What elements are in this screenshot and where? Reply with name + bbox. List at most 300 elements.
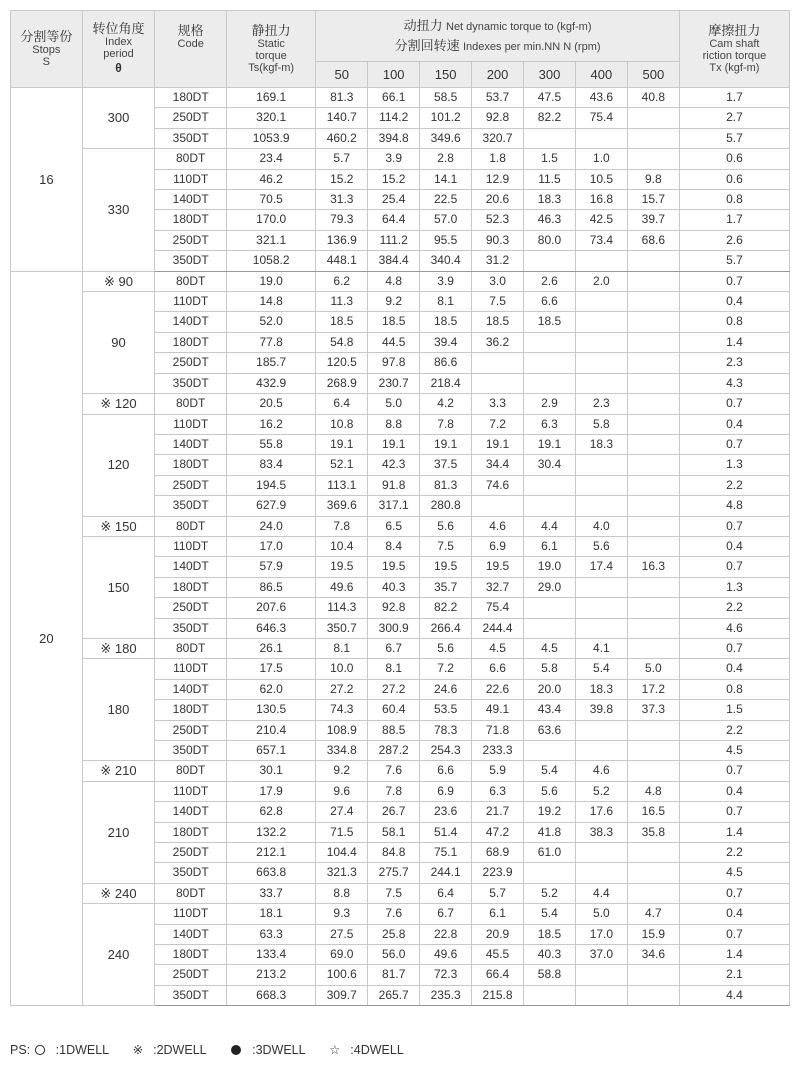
code-cell: 80DT [155, 516, 227, 536]
code-cell: 350DT [155, 618, 227, 638]
friction-torque-cell: 4.8 [679, 496, 789, 516]
dynamic-torque-cell: 53.7 [472, 88, 524, 108]
dynamic-torque-cell: 18.3 [575, 679, 627, 699]
dynamic-torque-cell: 11.3 [316, 292, 368, 312]
header-static-zh: 静扭力 [251, 23, 291, 38]
dynamic-torque-cell: 244.1 [420, 863, 472, 883]
dynamic-torque-cell: 19.1 [368, 434, 420, 454]
speed-header-cell: 200 [472, 62, 524, 88]
friction-torque-cell: 0.4 [679, 781, 789, 801]
speed-header-cell: 150 [420, 62, 472, 88]
dynamic-torque-cell: 19.5 [472, 557, 524, 577]
dynamic-torque-cell: 61.0 [524, 843, 576, 863]
dynamic-torque-cell [627, 292, 679, 312]
circle-open-icon [34, 1044, 46, 1059]
dynamic-torque-cell: 4.7 [627, 904, 679, 924]
dynamic-torque-cell: 4.4 [524, 516, 576, 536]
friction-torque-cell: 0.4 [679, 904, 789, 924]
static-torque-cell: 213.2 [227, 965, 316, 985]
static-torque-cell: 33.7 [227, 883, 316, 903]
header-friction-zh: 摩擦扭力 [708, 23, 761, 38]
dynamic-torque-cell: 233.3 [472, 741, 524, 761]
dynamic-torque-cell [627, 271, 679, 291]
dynamic-torque-cell [575, 965, 627, 985]
dynamic-torque-cell: 43.6 [575, 88, 627, 108]
static-torque-cell: 194.5 [227, 475, 316, 495]
speed-header-cell: 300 [524, 62, 576, 88]
static-torque-cell: 1058.2 [227, 251, 316, 271]
index-angle-cell: ※ 240 [82, 883, 155, 903]
dynamic-torque-cell: 6.2 [316, 271, 368, 291]
dynamic-torque-cell [575, 496, 627, 516]
dynamic-torque-cell: 45.5 [472, 945, 524, 965]
dynamic-torque-cell: 4.8 [627, 781, 679, 801]
friction-torque-cell: 4.4 [679, 985, 789, 1005]
dynamic-torque-cell: 34.6 [627, 945, 679, 965]
footnote-item-4dwell [329, 1043, 414, 1057]
dynamic-torque-cell: 5.7 [316, 149, 368, 169]
dynamic-torque-cell: 6.3 [472, 781, 524, 801]
dynamic-torque-cell: 268.9 [316, 373, 368, 393]
dynamic-torque-cell: 44.5 [368, 332, 420, 352]
code-cell: 180DT [155, 210, 227, 230]
code-cell: 110DT [155, 904, 227, 924]
code-cell: 350DT [155, 373, 227, 393]
dynamic-torque-cell: 27.5 [316, 924, 368, 944]
dynamic-torque-cell: 235.3 [420, 985, 472, 1005]
dynamic-torque-cell: 7.2 [420, 659, 472, 679]
friction-torque-cell: 0.4 [679, 659, 789, 679]
static-torque-cell: 210.4 [227, 720, 316, 740]
dynamic-torque-cell: 5.4 [575, 659, 627, 679]
static-torque-cell: 63.3 [227, 924, 316, 944]
table-row [11, 659, 790, 679]
dynamic-torque-cell: 4.4 [575, 883, 627, 903]
header-speed-zh: 分割回转速 [394, 38, 460, 53]
dynamic-torque-cell: 82.2 [420, 598, 472, 618]
dynamic-torque-cell: 42.5 [575, 210, 627, 230]
dynamic-torque-cell: 317.1 [368, 496, 420, 516]
dynamic-torque-cell [627, 741, 679, 761]
dynamic-torque-cell: 95.5 [420, 230, 472, 250]
dynamic-torque-cell: 140.7 [316, 108, 368, 128]
static-torque-cell: 212.1 [227, 843, 316, 863]
code-cell: 80DT [155, 883, 227, 903]
dynamic-torque-cell: 18.5 [472, 312, 524, 332]
dynamic-torque-cell: 35.7 [420, 577, 472, 597]
dynamic-torque-cell: 25.8 [368, 924, 420, 944]
dynamic-torque-cell: 111.2 [368, 230, 420, 250]
dynamic-torque-cell [524, 373, 576, 393]
friction-torque-cell: 0.4 [679, 292, 789, 312]
static-torque-cell: 17.0 [227, 536, 316, 556]
dynamic-torque-cell: 8.8 [316, 883, 368, 903]
dynamic-torque-cell: 39.4 [420, 332, 472, 352]
dynamic-torque-cell: 34.4 [472, 455, 524, 475]
friction-torque-cell: 2.3 [679, 353, 789, 373]
dynamic-torque-cell: 136.9 [316, 230, 368, 250]
table-row [11, 88, 790, 108]
dynamic-torque-cell: 19.5 [420, 557, 472, 577]
footnote-text-1dwell: :1DWELL [55, 1043, 110, 1057]
header-static-en1: Static [257, 38, 285, 50]
dynamic-torque-cell: 37.5 [420, 455, 472, 475]
dynamic-torque-cell [627, 353, 679, 373]
index-angle-cell: 180 [82, 659, 155, 761]
dynamic-torque-cell: 71.5 [316, 822, 368, 842]
dynamic-torque-cell [575, 618, 627, 638]
dynamic-torque-cell: 16.3 [627, 557, 679, 577]
dynamic-torque-cell [627, 332, 679, 352]
static-torque-cell: 170.0 [227, 210, 316, 230]
dynamic-torque-cell: 15.2 [368, 169, 420, 189]
dynamic-torque-cell: 27.4 [316, 802, 368, 822]
table-row [11, 516, 790, 536]
dynamic-torque-cell: 16.8 [575, 190, 627, 210]
dynamic-torque-cell: 120.5 [316, 353, 368, 373]
dynamic-torque-cell: 81.3 [420, 475, 472, 495]
dynamic-torque-cell [627, 128, 679, 148]
static-torque-cell: 30.1 [227, 761, 316, 781]
dynamic-torque-cell: 75.4 [575, 108, 627, 128]
dynamic-torque-cell: 37.3 [627, 700, 679, 720]
speed-header-cell: 500 [627, 62, 679, 88]
friction-torque-cell: 2.7 [679, 108, 789, 128]
dynamic-torque-cell [472, 353, 524, 373]
index-angle-cell: ※ 180 [82, 638, 155, 658]
friction-torque-cell: 0.7 [679, 638, 789, 658]
code-cell: 180DT [155, 455, 227, 475]
friction-torque-cell: 4.3 [679, 373, 789, 393]
dynamic-torque-cell: 2.3 [575, 394, 627, 414]
index-angle-cell: 210 [82, 781, 155, 883]
friction-torque-cell: 1.4 [679, 945, 789, 965]
dynamic-torque-cell: 12.9 [472, 169, 524, 189]
static-torque-cell: 668.3 [227, 985, 316, 1005]
static-torque-cell: 26.1 [227, 638, 316, 658]
dynamic-torque-cell: 84.8 [368, 843, 420, 863]
dynamic-torque-cell: 3.3 [472, 394, 524, 414]
stops-cell: 20 [11, 271, 83, 1006]
code-cell: 250DT [155, 353, 227, 373]
static-torque-cell: 23.4 [227, 149, 316, 169]
footnote [10, 1042, 424, 1059]
table-header [11, 11, 790, 88]
dynamic-torque-cell: 7.6 [368, 904, 420, 924]
dynamic-torque-cell: 63.6 [524, 720, 576, 740]
dynamic-torque-cell: 5.2 [524, 883, 576, 903]
header-index [82, 11, 155, 88]
dynamic-torque-cell: 35.8 [627, 822, 679, 842]
dynamic-torque-cell [627, 863, 679, 883]
dynamic-torque-cell: 460.2 [316, 128, 368, 148]
dynamic-torque-cell: 19.1 [524, 434, 576, 454]
static-torque-cell: 17.5 [227, 659, 316, 679]
dynamic-torque-cell: 5.6 [420, 516, 472, 536]
static-torque-cell: 320.1 [227, 108, 316, 128]
code-cell: 140DT [155, 924, 227, 944]
static-torque-cell: 62.8 [227, 802, 316, 822]
code-cell: 350DT [155, 741, 227, 761]
friction-torque-cell: 0.7 [679, 516, 789, 536]
dynamic-torque-cell: 275.7 [368, 863, 420, 883]
dynamic-torque-cell: 266.4 [420, 618, 472, 638]
table-row [11, 149, 790, 169]
dynamic-torque-cell: 19.1 [472, 434, 524, 454]
dynamic-torque-cell [627, 761, 679, 781]
dynamic-torque-cell: 5.8 [575, 414, 627, 434]
code-cell: 180DT [155, 577, 227, 597]
dynamic-torque-cell: 18.5 [316, 312, 368, 332]
dynamic-torque-cell [524, 475, 576, 495]
code-cell: 80DT [155, 149, 227, 169]
friction-torque-cell: 2.1 [679, 965, 789, 985]
static-torque-cell: 55.8 [227, 434, 316, 454]
dynamic-torque-cell: 20.9 [472, 924, 524, 944]
dynamic-torque-cell: 81.3 [316, 88, 368, 108]
index-angle-cell: ※ 90 [82, 271, 155, 291]
friction-torque-cell: 5.7 [679, 251, 789, 271]
dynamic-torque-cell: 18.5 [524, 312, 576, 332]
dynamic-torque-cell: 58.5 [420, 88, 472, 108]
torque-spec-table [10, 10, 790, 1006]
dynamic-torque-cell: 39.7 [627, 210, 679, 230]
dynamic-torque-cell: 11.5 [524, 169, 576, 189]
dynamic-torque-cell: 74.6 [472, 475, 524, 495]
dynamic-torque-cell: 21.7 [472, 802, 524, 822]
dynamic-torque-cell: 113.1 [316, 475, 368, 495]
friction-torque-cell: 1.7 [679, 88, 789, 108]
friction-torque-cell: 2.2 [679, 475, 789, 495]
header-stops-en: Stops [32, 44, 61, 56]
dynamic-torque-cell: 39.8 [575, 700, 627, 720]
dynamic-torque-cell: 6.7 [368, 638, 420, 658]
footnote-text-4dwell: :4DWELL [350, 1043, 404, 1057]
dynamic-torque-cell: 7.8 [316, 516, 368, 536]
dynamic-torque-cell [575, 332, 627, 352]
friction-torque-cell: 0.8 [679, 190, 789, 210]
index-angle-cell: ※ 150 [82, 516, 155, 536]
dynamic-torque-cell: 8.1 [420, 292, 472, 312]
dynamic-torque-cell: 14.1 [420, 169, 472, 189]
index-angle-cell: 90 [82, 292, 155, 394]
table-row [11, 761, 790, 781]
dynamic-torque-cell: 40.3 [524, 945, 576, 965]
dynamic-torque-cell: 88.5 [368, 720, 420, 740]
dynamic-torque-cell: 3.9 [420, 271, 472, 291]
dynamic-torque-cell: 6.9 [472, 536, 524, 556]
dynamic-torque-cell [627, 455, 679, 475]
dynamic-torque-cell: 230.7 [368, 373, 420, 393]
footnote-item-2dwell [133, 1043, 217, 1057]
dynamic-torque-cell [575, 985, 627, 1005]
dynamic-torque-cell [627, 598, 679, 618]
dynamic-torque-cell: 9.2 [368, 292, 420, 312]
header-index-en1: Index [105, 36, 132, 48]
dynamic-torque-cell [627, 373, 679, 393]
dynamic-torque-cell: 223.9 [472, 863, 524, 883]
header-dynamic-zh: 动扭力 [403, 18, 443, 33]
dynamic-torque-cell: 6.4 [420, 883, 472, 903]
dynamic-torque-cell: 51.4 [420, 822, 472, 842]
dynamic-torque-cell: 31.3 [316, 190, 368, 210]
dynamic-torque-cell: 5.4 [524, 904, 576, 924]
dynamic-torque-cell: 5.4 [524, 761, 576, 781]
index-angle-cell: 120 [82, 414, 155, 516]
dynamic-torque-cell [627, 536, 679, 556]
code-cell: 180DT [155, 332, 227, 352]
dynamic-torque-cell: 334.8 [316, 741, 368, 761]
dynamic-torque-cell [524, 353, 576, 373]
friction-torque-cell: 4.5 [679, 863, 789, 883]
dynamic-torque-cell [575, 720, 627, 740]
dynamic-torque-cell: 73.4 [575, 230, 627, 250]
dynamic-torque-cell: 1.0 [575, 149, 627, 169]
code-cell: 140DT [155, 312, 227, 332]
dynamic-torque-cell [627, 985, 679, 1005]
static-torque-cell: 62.0 [227, 679, 316, 699]
dynamic-torque-cell: 5.0 [575, 904, 627, 924]
code-cell: 250DT [155, 598, 227, 618]
code-cell: 350DT [155, 496, 227, 516]
dynamic-torque-cell [627, 149, 679, 169]
dynamic-torque-cell: 5.2 [575, 781, 627, 801]
dynamic-torque-cell: 7.2 [472, 414, 524, 434]
dynamic-torque-cell [627, 475, 679, 495]
dynamic-torque-cell: 320.7 [472, 128, 524, 148]
friction-torque-cell: 2.6 [679, 230, 789, 250]
dynamic-torque-cell: 52.3 [472, 210, 524, 230]
dynamic-torque-cell: 215.8 [472, 985, 524, 1005]
dynamic-torque-cell: 4.5 [524, 638, 576, 658]
dynamic-torque-cell: 15.2 [316, 169, 368, 189]
dynamic-torque-cell: 6.4 [316, 394, 368, 414]
code-cell: 140DT [155, 679, 227, 699]
dynamic-torque-cell: 5.0 [368, 394, 420, 414]
dynamic-torque-cell: 66.4 [472, 965, 524, 985]
dynamic-torque-cell [627, 720, 679, 740]
dynamic-torque-cell: 97.8 [368, 353, 420, 373]
table-row [11, 292, 790, 312]
header-stops-sym: S [42, 56, 50, 68]
dynamic-torque-cell [627, 618, 679, 638]
dynamic-torque-cell: 22.5 [420, 190, 472, 210]
dynamic-torque-cell: 69.0 [316, 945, 368, 965]
dynamic-torque-cell: 58.8 [524, 965, 576, 985]
dynamic-torque-cell: 68.6 [627, 230, 679, 250]
speed-header-cell: 400 [575, 62, 627, 88]
dynamic-torque-cell [627, 496, 679, 516]
code-cell: 140DT [155, 802, 227, 822]
dynamic-torque-cell [627, 251, 679, 271]
dynamic-torque-cell [627, 638, 679, 658]
header-index-en2: period [103, 48, 134, 60]
static-torque-cell: 207.6 [227, 598, 316, 618]
dynamic-torque-cell: 9.6 [316, 781, 368, 801]
dynamic-torque-cell [575, 475, 627, 495]
dynamic-torque-cell: 66.1 [368, 88, 420, 108]
dynamic-torque-cell: 22.6 [472, 679, 524, 699]
dynamic-torque-cell [627, 577, 679, 597]
friction-torque-cell: 2.2 [679, 720, 789, 740]
dynamic-torque-cell: 32.7 [472, 577, 524, 597]
static-torque-cell: 657.1 [227, 741, 316, 761]
code-cell: 140DT [155, 190, 227, 210]
dynamic-torque-cell: 101.2 [420, 108, 472, 128]
static-torque-cell: 70.5 [227, 190, 316, 210]
dynamic-torque-cell: 265.7 [368, 985, 420, 1005]
dynamic-torque-cell: 15.9 [627, 924, 679, 944]
dynamic-torque-cell: 6.1 [472, 904, 524, 924]
dynamic-torque-cell: 18.5 [524, 924, 576, 944]
speed-header-cell: 50 [316, 62, 368, 88]
code-cell: 250DT [155, 475, 227, 495]
dynamic-torque-cell: 254.3 [420, 741, 472, 761]
dynamic-torque-cell: 340.4 [420, 251, 472, 271]
code-cell: 180DT [155, 945, 227, 965]
code-cell: 140DT [155, 557, 227, 577]
dynamic-torque-cell [575, 598, 627, 618]
friction-torque-cell: 4.6 [679, 618, 789, 638]
footnote-text-2dwell: :2DWELL [153, 1043, 207, 1057]
static-torque-cell: 52.0 [227, 312, 316, 332]
dynamic-torque-cell [524, 332, 576, 352]
dynamic-torque-cell: 6.3 [524, 414, 576, 434]
friction-torque-cell: 1.3 [679, 577, 789, 597]
code-cell: 110DT [155, 414, 227, 434]
dynamic-torque-cell [627, 414, 679, 434]
header-friction-unit: Tx (kgf-m) [709, 62, 760, 74]
static-torque-cell: 86.5 [227, 577, 316, 597]
static-torque-cell: 77.8 [227, 332, 316, 352]
dynamic-torque-cell: 18.3 [524, 190, 576, 210]
dynamic-torque-cell: 5.8 [524, 659, 576, 679]
code-cell: 250DT [155, 230, 227, 250]
dynamic-torque-cell [524, 598, 576, 618]
dynamic-torque-cell: 23.6 [420, 802, 472, 822]
dynamic-torque-cell: 321.3 [316, 863, 368, 883]
dynamic-torque-cell: 19.5 [368, 557, 420, 577]
dynamic-torque-cell: 57.0 [420, 210, 472, 230]
code-cell: 180DT [155, 88, 227, 108]
dynamic-torque-cell: 38.3 [575, 822, 627, 842]
friction-torque-cell: 1.3 [679, 455, 789, 475]
dynamic-torque-cell: 10.0 [316, 659, 368, 679]
index-angle-cell: ※ 210 [82, 761, 155, 781]
dynamic-torque-cell: 19.0 [524, 557, 576, 577]
friction-torque-cell: 1.4 [679, 822, 789, 842]
dynamic-torque-cell: 75.4 [472, 598, 524, 618]
dynamic-torque-cell: 27.2 [368, 679, 420, 699]
dynamic-torque-cell [627, 108, 679, 128]
footnote-item-1dwell [34, 1043, 120, 1057]
dynamic-torque-cell: 6.1 [524, 536, 576, 556]
dynamic-torque-cell: 3.9 [368, 149, 420, 169]
code-cell: 110DT [155, 659, 227, 679]
dynamic-torque-cell: 71.8 [472, 720, 524, 740]
friction-torque-cell: 1.5 [679, 700, 789, 720]
dynamic-torque-cell: 25.4 [368, 190, 420, 210]
dynamic-torque-cell: 287.2 [368, 741, 420, 761]
dynamic-torque-cell: 26.7 [368, 802, 420, 822]
code-cell: 80DT [155, 394, 227, 414]
dynamic-torque-cell: 5.6 [575, 536, 627, 556]
dynamic-torque-cell: 7.5 [368, 883, 420, 903]
friction-torque-cell: 0.8 [679, 679, 789, 699]
friction-torque-cell: 0.4 [679, 536, 789, 556]
table-row [11, 883, 790, 903]
dynamic-torque-cell: 4.6 [472, 516, 524, 536]
